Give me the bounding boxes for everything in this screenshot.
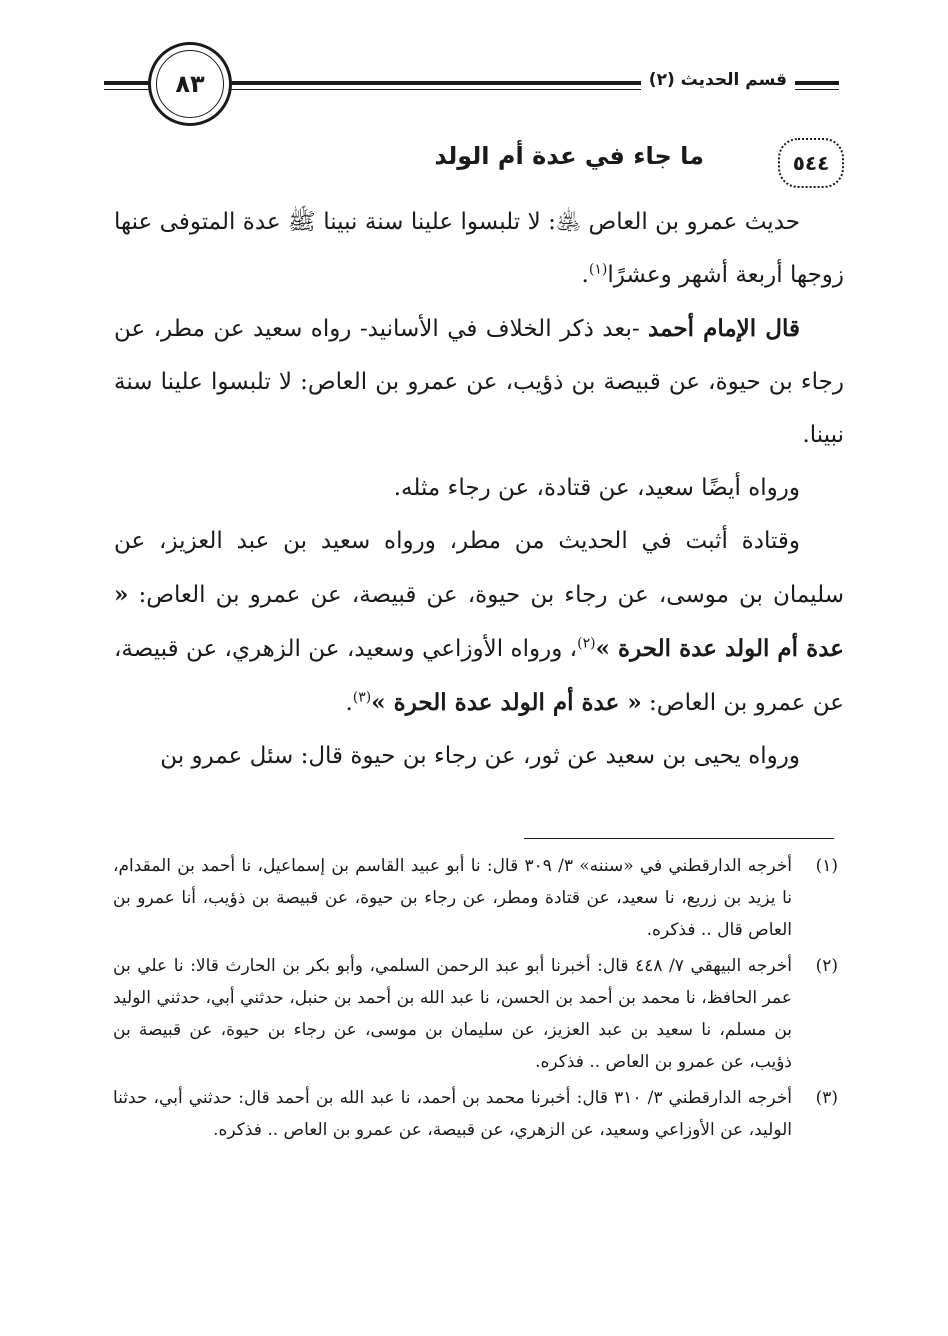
- paragraph-5: ورواه يحيى بن سعيد عن ثور، عن رجاء بن حيوة قال: سئل عمرو بن: [160, 743, 800, 769]
- section-heading: [104, 136, 844, 188]
- footnote-ref-2[interactable]: (٢): [577, 635, 596, 652]
- quote-1: « عدة أم الولد عدة الحرة »: [114, 581, 844, 662]
- footnote-number: (٢): [815, 956, 838, 976]
- running-title: قسم الحديث (٢): [641, 70, 795, 90]
- footnote-ref-3[interactable]: (٣): [352, 689, 372, 706]
- page-number-ornament: [148, 42, 232, 126]
- footnotes: [113, 850, 838, 1150]
- paragraph-1-end: .: [581, 262, 589, 288]
- footnote-text: أخرجه البيهقي ٧/ ٤٤٨ قال: أخبرنا أبو عبد الرحمن السلمي، وأبو بكر بن الحارث قالا: نا علي بن عمر الحافظ، نا محمد بن أحمد بن الحسن، نا عبد الله بن أحمد بن حنبل، حدثني أبي، حدثني الوليد بن مسلم، نا سعيد بن عبد العزيز، عن سليمان بن موسى، عن رجاء بن حيوة، عن قبيصة بن ذؤيب، عن عمرو بن العاص .. فذكره.: [113, 956, 792, 1072]
- footnote-text: أخرجه الدارقطني في «سننه» ٣/ ٣٠٩ قال: نا أبو عبيد القاسم بن إسماعيل، نا أحمد بن المقدام، نا يزيد بن زريع، نا سعيد، عن قتادة ومطر، عن رجاء بن حيوة، عن قبيصة بن ذؤيب، أنا عمرو بن العاص قال .. فذكره.: [113, 856, 792, 940]
- paragraph-1: [114, 196, 844, 302]
- paragraph-2: [114, 302, 844, 462]
- footnote-number: (٣): [815, 1088, 838, 1108]
- footnote-3: [113, 1082, 838, 1146]
- section-title: ما جاء في عدة أم الولد: [434, 142, 704, 170]
- footnote-text: أخرجه الدارقطني ٣/ ٣١٠ قال: أخبرنا محمد بن أحمد، نا عبد الله بن أحمد قال: حدثني أبي، حدثنا الوليد، عن الأوزاعي وسعيد، عن الزهري، عن قبيصة، عن عمرو بن العاص .. فذكره.: [113, 1088, 792, 1140]
- quote-2: « عدة أم الولد عدة الحرة »: [371, 689, 642, 716]
- footnote-1: [113, 850, 838, 946]
- page-number: ٨٣: [156, 50, 224, 118]
- paragraph-4-text-a: وقتادة أثبت في الحديث من مطر، ورواه سعيد بن عبد العزيز، عن سليمان بن موسى، عن رجاء بن حيوة، عن قبيصة، عن عمرو بن العاص:: [114, 528, 844, 608]
- paragraph-1-text: حديث عمرو بن العاص ﵁: لا تلبسوا علينا سنة نبينا ﷺ عدة المتوفى عنها زوجها أربعة أشهر وعشرًا: [114, 209, 844, 288]
- header-rule-left-thin: [104, 89, 152, 90]
- paragraph-4: [114, 515, 844, 730]
- page-header: [104, 42, 839, 132]
- footnote-ref-1[interactable]: (١): [588, 261, 608, 278]
- main-text: [114, 196, 844, 783]
- footnote-separator: [524, 838, 834, 839]
- header-rule-left: [104, 81, 152, 85]
- paragraph-3: ورواه أيضًا سعيد، عن قتادة، عن رجاء مثله.: [393, 475, 800, 501]
- paragraph-4-text-b: ، ورواه الأوزاعي وسعيد، عن الزهري، عن قبيصة، عن عمرو بن العاص:: [114, 636, 844, 716]
- footnote-number: (١): [815, 856, 838, 876]
- paragraph-2-text: -بعد ذكر الخلاف في الأسانيد- رواه سعيد عن مطر، عن رجاء بن حيوة، عن قبيصة بن ذؤيب، عن عمرو بن العاص: لا تلبسوا علينا سنة نبينا.: [114, 316, 844, 448]
- paragraph-4-end: .: [345, 690, 353, 716]
- hadith-number-badge: ٥٤٤: [778, 138, 844, 188]
- paragraph-2-lead: قال الإمام أحمد: [648, 315, 800, 342]
- footnote-2: [113, 950, 838, 1078]
